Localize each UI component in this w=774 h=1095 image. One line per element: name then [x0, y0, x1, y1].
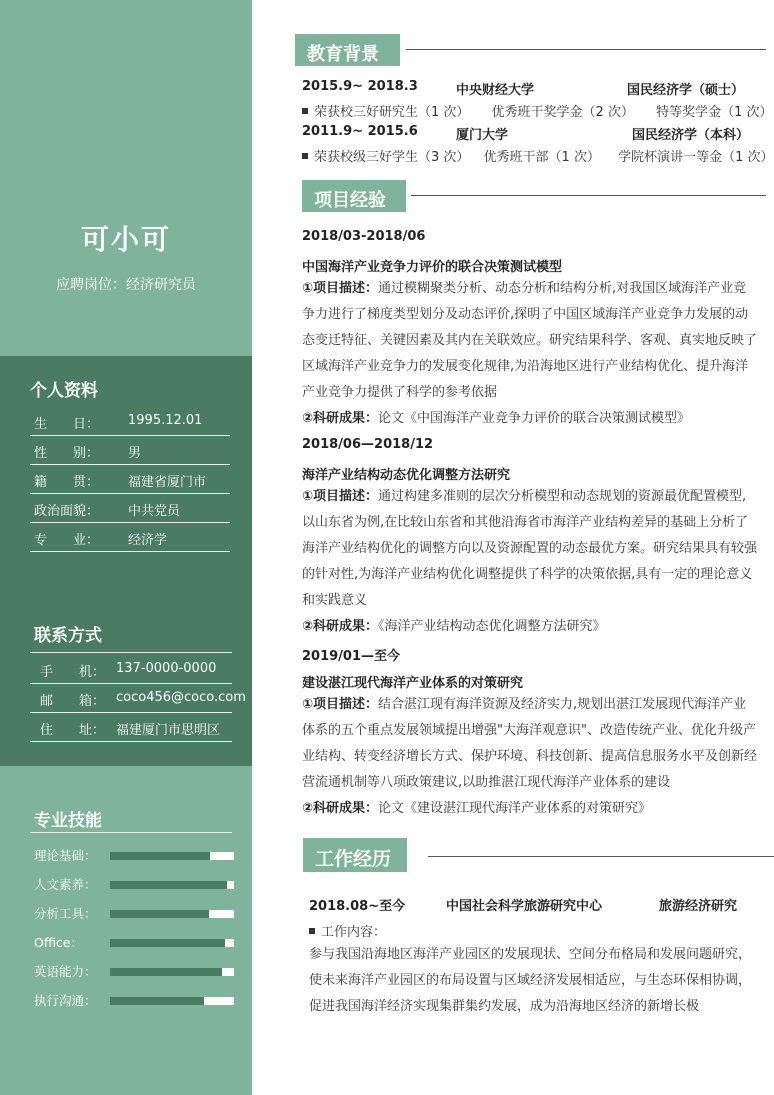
result-label: ②科研成果：	[302, 619, 379, 634]
skill-row	[34, 989, 234, 1009]
contact-value: 137-0000-0000	[116, 661, 217, 676]
project-date: 2019/01—至今	[302, 649, 401, 664]
desc-label: ①项目描述：	[302, 489, 379, 504]
skill-row	[34, 960, 234, 980]
skill-bar	[110, 881, 234, 889]
award: 荣获校三好研究生（1 次）	[314, 105, 470, 120]
project-desc	[302, 692, 758, 796]
desc-text: 通过构建多准则的层次分析模型和动态规划的资源最优配置模型,以山东省为例,在比较山东省和其他沿海省市海洋产业结构差异的基础上分析了海洋产业结构优化的调整方向以及资源配置的动态最优方案。研究结果具有较强的针对性,为海洋产业结构优化调整提供了科学的决策依据,具有一定的理论意义和实践意义	[302, 489, 758, 608]
project-result	[302, 614, 758, 640]
info-value: 男	[128, 446, 142, 461]
result-text: 论文《中国海洋产业竞争力评价的联合决策测试模型》	[378, 411, 691, 426]
contact-row-email	[30, 685, 246, 713]
work-heading: 工作经历	[303, 838, 407, 872]
award: 荣获校级三好学生（3 次）	[314, 150, 470, 165]
work-date: 2018.08~至今	[309, 899, 406, 914]
project-date: 2018/03-2018/06	[302, 229, 426, 244]
skill-bar-fill	[110, 881, 227, 889]
info-row-gender	[30, 436, 230, 465]
info-key: 性 别：	[34, 446, 100, 461]
edu-date: 2011.9~ 2015.6	[302, 124, 418, 139]
desc-text: 结合湛江现有海洋资源及经济实力,规划出湛江发展现代海洋产业体系的五个重点发展领域提出增强"大海洋观意识"、改造传统产业、优化升级产业结构、转变经济增长方式、保护环境、科技创新、提高信息服务水平及创新经营流通机制等八项政策建议,以助推湛江现代海洋产业体系的建设	[302, 697, 758, 790]
skill-bar	[110, 852, 234, 860]
edu-awards	[302, 101, 773, 120]
education-rule	[406, 49, 766, 50]
skill-label: 分析工具：	[34, 906, 97, 921]
info-value: 经济学	[128, 533, 168, 548]
edu-school: 厦门大学	[456, 128, 509, 143]
contact-row-address	[30, 714, 232, 742]
award: 特等奖学金（1 次）	[656, 105, 773, 120]
skill-bar-fill	[110, 910, 209, 918]
info-key: 生 日：	[34, 417, 100, 432]
info-value: 福建省厦门市	[128, 475, 207, 490]
result-text: 论文《建设湛江现代海洋产业体系的对策研究》	[378, 801, 652, 816]
contact-title: 联系方式	[34, 626, 102, 646]
desc-text: 通过模糊聚类分析、动态分析和结构分析,对我国区域海洋产业竞争力进行了梯度类型划分及动态评价,探明了中国区域海洋产业竞争力发展的动态变迁特征、关键因素及其内在关联效应。研究结果科学、客观、真实地反映了区域海洋产业竞争力的发展变化规律,为沿海地区进行产业结构优化、提升海洋产业竞争力提供了科学的参考依据	[302, 281, 758, 400]
sidebar	[0, 0, 252, 1095]
project-name: 中国海洋产业竞争力评价的联合决策测试模型	[302, 260, 563, 275]
projects-heading: 项目经验	[302, 180, 406, 212]
award: 优秀班干部（1 次）	[483, 150, 600, 165]
project-name: 建设湛江现代海洋产业体系的对策研究	[302, 676, 524, 691]
info-row-major	[30, 523, 230, 552]
edu-major: 国民经济学（硕士）	[627, 83, 745, 98]
skills-divider	[30, 832, 232, 833]
info-key: 政治面貌：	[34, 504, 100, 519]
project-name: 海洋产业结构动态优化调整方法研究	[302, 468, 511, 483]
work-position: 旅游经济研究	[659, 899, 738, 914]
result-text: 《海洋产业结构动态优化调整方法研究》	[378, 619, 606, 634]
info-key: 籍 贯：	[34, 475, 100, 490]
skill-row	[34, 902, 234, 922]
contact-value: 福建厦门市思明区	[116, 723, 221, 738]
skill-bar-fill	[110, 997, 204, 1005]
desc-label: ①项目描述：	[302, 697, 379, 712]
skill-label: 理论基础：	[34, 848, 97, 863]
candidate-name: 可小可	[80, 223, 171, 256]
skill-bar	[110, 997, 234, 1005]
edu-major: 国民经济学（本科）	[632, 128, 750, 143]
info-row-birthday	[30, 407, 230, 436]
contact-divider	[30, 652, 232, 653]
education-heading: 教育背景	[295, 34, 400, 66]
job-target: 应聘岗位：经济研究员	[56, 277, 196, 293]
skill-row	[34, 931, 234, 951]
award: 优秀班干奖学金（2 次）	[491, 105, 634, 120]
skill-bar	[110, 910, 234, 918]
contact-key: 住 址：	[40, 723, 106, 738]
bullet-icon	[302, 153, 308, 159]
info-value: 中共党员	[128, 504, 181, 519]
personal-title: 个人资料	[30, 381, 98, 401]
contact-row-phone	[30, 656, 232, 684]
skills-title: 专业技能	[34, 811, 102, 831]
skill-row	[34, 873, 234, 893]
project-date: 2018/06—2018/12	[302, 437, 434, 452]
bullet-icon	[302, 108, 308, 114]
skill-bar	[110, 968, 234, 976]
info-row-hometown	[30, 465, 230, 494]
skill-label: 人文素养：	[34, 877, 97, 892]
info-row-political	[30, 494, 230, 523]
info-value: 1995.12.01	[128, 413, 203, 428]
edu-date: 2015.9~ 2018.3	[302, 79, 418, 94]
edu-school: 中央财经大学	[456, 83, 535, 98]
desc-label: ①项目描述：	[302, 281, 379, 296]
skill-label: Office：	[34, 935, 83, 950]
result-label: ②科研成果：	[302, 801, 379, 816]
contact-value: coco456@coco.com	[116, 690, 246, 705]
contact-key: 邮 箱：	[40, 694, 106, 709]
work-rule	[428, 856, 774, 857]
skill-label: 执行沟通：	[34, 993, 97, 1008]
work-content-label: 工作内容：	[321, 925, 387, 940]
skill-bar-fill	[110, 939, 225, 947]
work-content-heading	[309, 921, 386, 940]
skill-row	[34, 844, 234, 864]
skill-bar-fill	[110, 968, 222, 976]
edu-awards	[302, 146, 774, 165]
work-org: 中国社会科学旅游研究中心	[446, 899, 603, 914]
skill-label: 英语能力：	[34, 964, 97, 979]
skill-bar	[110, 939, 234, 947]
project-desc	[302, 484, 758, 614]
work-content: 参与我国沿海地区海洋产业园区的发展现状、空间分布格局和发展问题研究，使未来海洋产业园区的布局设置与区域经济发展相适应，与生态环保相协调，促进我国海洋经济实现集群集约发展，成为沿海地区经济的新增长极	[309, 947, 752, 1014]
award: 学院杯演讲一等金（1 次）	[618, 150, 774, 165]
result-label: ②科研成果：	[302, 411, 379, 426]
projects-rule	[411, 195, 766, 196]
project-desc	[302, 276, 758, 406]
project-result	[302, 796, 758, 822]
skill-bar-fill	[110, 852, 210, 860]
contact-key: 手 机：	[40, 665, 106, 680]
project-result	[302, 406, 758, 432]
bullet-icon	[309, 928, 315, 934]
info-key: 专 业：	[34, 533, 100, 548]
